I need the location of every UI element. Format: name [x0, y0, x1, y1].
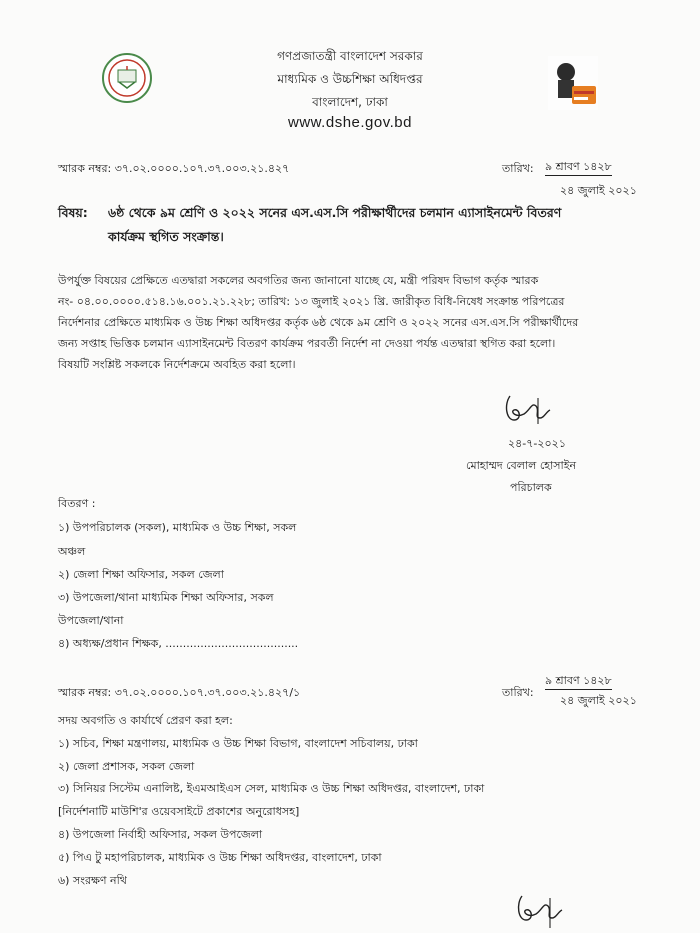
- header-directorate: মাধ্যমিক ও উচ্চশিক্ষা অধিদপ্তর: [277, 72, 423, 86]
- memo-reference: স্মারক নম্বর: ৩৭.০২.০০০০.১০৭.৩৭.০০৩.২১.৪২৭: [58, 162, 290, 175]
- header-govt: গণপ্রজাতন্ত্রী বাংলাদেশ সরকার: [277, 49, 423, 63]
- distribution-item: ১) উপপরিচালক (সকল), মাধ্যমিক ও উচ্চ শিক্ষা, সকল: [58, 521, 297, 534]
- copies-title: সদয় অবগতি ও কার্যার্থে প্রেরণ করা হল:: [58, 714, 233, 727]
- signatory-title: পরিচালক: [510, 481, 552, 494]
- header-website[interactable]: www.dshe.gov.bd: [288, 114, 412, 131]
- copies-item: ৫) পিএ টু মহাপরিচালক, মাধ্যমিক ও উচ্চ শিক্ষা অধিদপ্তর, বাংলাদেশ, ঢাকা: [58, 851, 382, 864]
- distribution-item: ৩) উপজেলা/থানা মাধ্যমিক শিক্ষা অফিসার, সকল: [58, 591, 274, 604]
- distribution-title: বিতরণ :: [58, 497, 96, 510]
- copies-item: [নির্দেশনাটি মাউশি'র ওয়েবসাইটে প্রকাশের অনুরোধসহ]: [58, 805, 300, 818]
- copies-item: ৪) উপজেলা নির্বাহী অফিসার, সকল উপজেলা: [58, 828, 263, 841]
- subject-label: বিষয়:: [58, 205, 88, 220]
- subject-line-1: ৬ষ্ঠ থেকে ৯ম শ্রেণি ও ২০২২ সনের এস.এস.সি পরীক্ষার্থীদের চলমান এ্যাসাইনমেন্ট বিতরণ: [108, 205, 562, 220]
- signature-date: ২৪-৭-২০২১: [508, 437, 566, 450]
- memo-date-label: তারিখ:: [502, 162, 534, 175]
- copies-item: ১) সচিব, শিক্ষা মন্ত্রণালয়, মাধ্যমিক ও উচ্চ শিক্ষা বিভাগ, বাংলাদেশ সচিবালয়, ঢাকা: [58, 737, 418, 750]
- distribution-item: ৪) অধ্যক্ষ/প্রধান শিক্ষক, ......................................: [58, 637, 299, 650]
- distribution-item: উপজেলা/থানা: [58, 614, 124, 627]
- memo-date-bangla: ৯ শ্রাবণ ১৪২৮: [545, 160, 612, 176]
- header-location: বাংলাদেশ, ঢাকা: [312, 95, 388, 109]
- copies-item: ২) জেলা প্রশাসক, সকল জেলা: [58, 760, 195, 773]
- copies-item: ৬) সংরক্ষণ নথি: [58, 874, 127, 887]
- signature-image-2: [512, 888, 572, 928]
- signatory-name: মোহাম্মদ বেলাল হোসাইন: [466, 459, 577, 472]
- memo2-date-bangla: ৯ শ্রাবণ ১৪২৮: [545, 674, 612, 690]
- body-line: উপর্যুক্ত বিষয়ের প্রেক্ষিতে এতদ্বারা সকলের অবগতির জন্য জানানো যাচ্ছে যে, মন্ত্রী পরিষদ বিভাগ কর্তৃক স্মারক: [58, 274, 539, 287]
- copies-item: ৩) সিনিয়র সিস্টেম এনালিষ্ট, ইএমআইএস সেল, মাধ্যমিক ও উচ্চ শিক্ষা অধিদপ্তর, বাংলাদেশ, ঢাকা: [58, 782, 485, 795]
- distribution-item: অঞ্চল: [58, 545, 86, 558]
- mujib-banner-image: [548, 56, 598, 110]
- distribution-item: ২) জেলা শিক্ষা অফিসার, সকল জেলা: [58, 568, 224, 581]
- memo2-reference: স্মারক নম্বর: ৩৭.০২.০০০০.১০৭.৩৭.০০৩.২১.৪২৭/১: [58, 686, 301, 699]
- memo2-date-label: তারিখ:: [502, 686, 534, 699]
- body-paragraph: [58, 270, 678, 375]
- body-line: নং- ০৪.০০.০০০০.৫১৪.১৬.০০১.২১.২২৮; তারিখ: ১৩ জুলাই ২০২১ খ্রি. জারীকৃত বিধি-নিষেধ সংক্রান্ত পরিপত্রের: [58, 295, 565, 308]
- memo-date-english: ২৪ জুলাই ২০২১: [560, 184, 637, 197]
- body-line: বিষয়টি সংশ্লিষ্ট সকলকে নির্দেশক্রমে অবহিত করা হলো।: [58, 358, 296, 371]
- memo2-date-english: ২৪ জুলাই ২০২১: [560, 694, 637, 707]
- body-line: জন্য সপ্তাহ ভিত্তিক চলমান এ্যাসাইনমেন্ট বিতরণ কার্যক্রম পরবর্তী নির্দেশ না দেওয়া পর্যন্ত এতদ্বারা স্থগিত করা হলো।: [58, 337, 556, 350]
- body-line: নির্দেশনার প্রেক্ষিতে মাধ্যমিক ও উচ্চ শিক্ষা অধিদপ্তর কর্তৃক ৬ষ্ঠ থেকে ৯ম শ্রেণি ও ২০২২ সনের এস.এস.সি পরীক্ষার্থীদের: [58, 316, 579, 329]
- subject-line-2: কার্যক্রম স্থগিত সংক্রান্ত।: [108, 229, 224, 244]
- signature-image: [500, 390, 560, 428]
- dshe-logo: [101, 52, 153, 104]
